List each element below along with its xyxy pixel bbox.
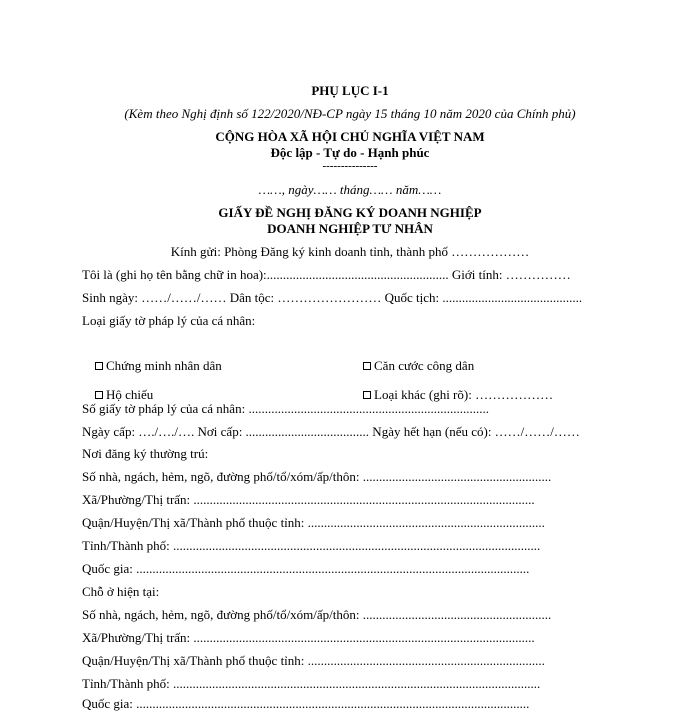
current-ward-field: Xã/Phường/Thị trấn: ......................................................................................................... (82, 630, 535, 645)
id-option-cmnd-label: Chứng minh nhân dân (106, 358, 222, 373)
form-title: GIẤY ĐỀ NGHỊ ĐĂNG KÝ DOANH NGHIỆP (218, 205, 482, 220)
permanent-ward-field: Xã/Phường/Thị trấn: ......................................................................................................... (82, 492, 535, 507)
recipient-line: Kính gửi: Phòng Đăng ký kinh doanh tỉnh, thành phố ……………… (170, 244, 530, 259)
checkbox-passport-icon (95, 391, 103, 399)
full-name-field: Tôi là (ghi họ tên bằng chữ in hoa):........................................................ Giới tính: …………… (82, 267, 571, 282)
current-country-field: Quốc gia: ......................................................................................................................... (82, 696, 530, 711)
current-district-field: Quận/Huyện/Thị xã/Thành phố thuộc tỉnh: ......................................................................... (82, 653, 545, 668)
permanent-country-field: Quốc gia: ......................................................................................................................... (82, 561, 530, 576)
national-motto: Độc lập - Tự do - Hạnh phúc (270, 145, 430, 160)
current-street-field: Số nhà, ngách, hẻm, ngõ, đường phố/tổ/xóm/ấp/thôn: .......................................................... (82, 607, 552, 622)
appendix-label: PHỤ LỤC I-1 (311, 83, 389, 98)
id-issue-field: Ngày cấp: …./…./…. Nơi cấp: ...................................... Ngày hết hạn (nếu có): ……/……/…… (82, 424, 580, 439)
checkbox-other-icon (363, 391, 371, 399)
id-number-field: Số giấy tờ pháp lý của cá nhân: .......................................................................... (82, 401, 489, 416)
permanent-province-field: Tỉnh/Thành phố: ................................................................................................................. (82, 538, 541, 553)
birth-ethnicity-nationality-field: Sinh ngày: ……/……/…… Dân tộc: …………………… Quốc tịch: ........................................... (82, 290, 583, 305)
checkbox-cmnd-icon (95, 362, 103, 370)
date-line: ……, ngày…… tháng…… năm…… (258, 182, 442, 197)
nation-name: CỘNG HÒA XÃ HỘI CHỦ NGHĨA VIỆT NAM (215, 129, 485, 144)
legal-reference: (Kèm theo Nghị định số 122/2020/NĐ-CP ngày 15 tháng 10 năm 2020 của Chính phủ) (124, 106, 576, 121)
current-province-field: Tỉnh/Thành phố: ................................................................................................................. (82, 676, 541, 691)
id-type-heading: Loại giấy tờ pháp lý của cá nhân: (82, 313, 256, 328)
id-option-passport-label: Hộ chiếu (106, 387, 154, 402)
checkbox-cccd-icon (363, 362, 371, 370)
motto-divider: --------------- (322, 160, 378, 172)
permanent-street-field: Số nhà, ngách, hẻm, ngõ, đường phố/tổ/xóm/ấp/thôn: .......................................................... (82, 469, 552, 484)
permanent-district-field: Quận/Huyện/Thị xã/Thành phố thuộc tỉnh: ......................................................................... (82, 515, 545, 530)
permanent-address-heading: Nơi đăng ký thường trú: (82, 446, 209, 461)
id-option-other-label: Loại khác (ghi rõ): ……………… (374, 387, 554, 402)
id-option-cccd-label: Căn cước công dân (374, 358, 475, 373)
form-subtitle: DOANH NGHIỆP TƯ NHÂN (267, 221, 433, 236)
current-address-heading: Chỗ ở hiện tại: (82, 584, 160, 599)
